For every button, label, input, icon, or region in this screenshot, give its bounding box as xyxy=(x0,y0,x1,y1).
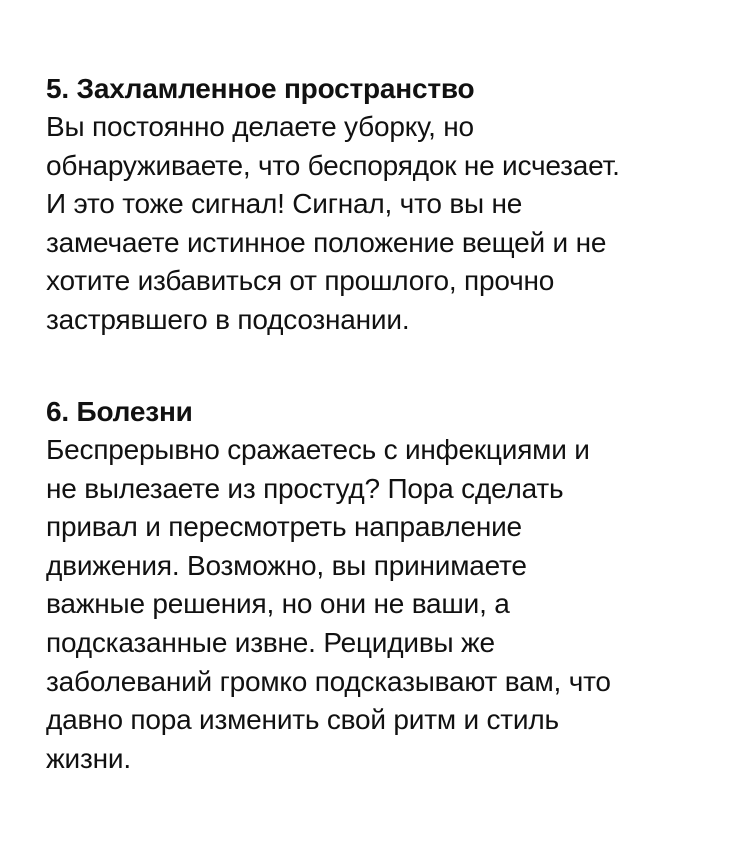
section-heading: 5. Захламленное пространство xyxy=(46,73,475,104)
paragraph-line: жизни. xyxy=(46,742,131,774)
paragraph-line: давно пора изменить свой ритм и стиль xyxy=(46,704,559,736)
paragraph-line: застрявшего в подсознании. xyxy=(46,303,410,335)
paragraph-line: важные решения, но они не ваши, а xyxy=(46,588,510,620)
paragraph-line: Беспрерывно сражаетесь с инфекциями и xyxy=(46,434,590,465)
paragraph-line: не вылезаете из простуд? Пора сделать xyxy=(46,472,564,504)
paragraph-line: движения. Возможно, вы принимаете xyxy=(46,549,527,581)
paragraph-line: подсказанные извне. Рецидивы же xyxy=(46,626,495,658)
paragraph-line: заболеваний громко подсказывают вам, что xyxy=(46,665,611,697)
paragraph-line: замечаете истинное положение вещей и не xyxy=(46,226,607,258)
paragraph-line: И это тоже сигнал! Сигнал, что вы не xyxy=(46,188,523,220)
paragraph-line: хотите избавиться от прошлого, прочно xyxy=(46,265,555,297)
paragraph-line: Вы постоянно делаете уборку, но xyxy=(46,111,474,142)
paragraph-line: обнаруживаете, что беспорядок не исчезает. xyxy=(46,149,620,181)
section-illnesses xyxy=(46,393,726,778)
section-cluttered-space xyxy=(46,70,726,340)
section-heading: 6. Болезни xyxy=(46,396,193,427)
paragraph-line: привал и пересмотреть направление xyxy=(46,511,522,543)
